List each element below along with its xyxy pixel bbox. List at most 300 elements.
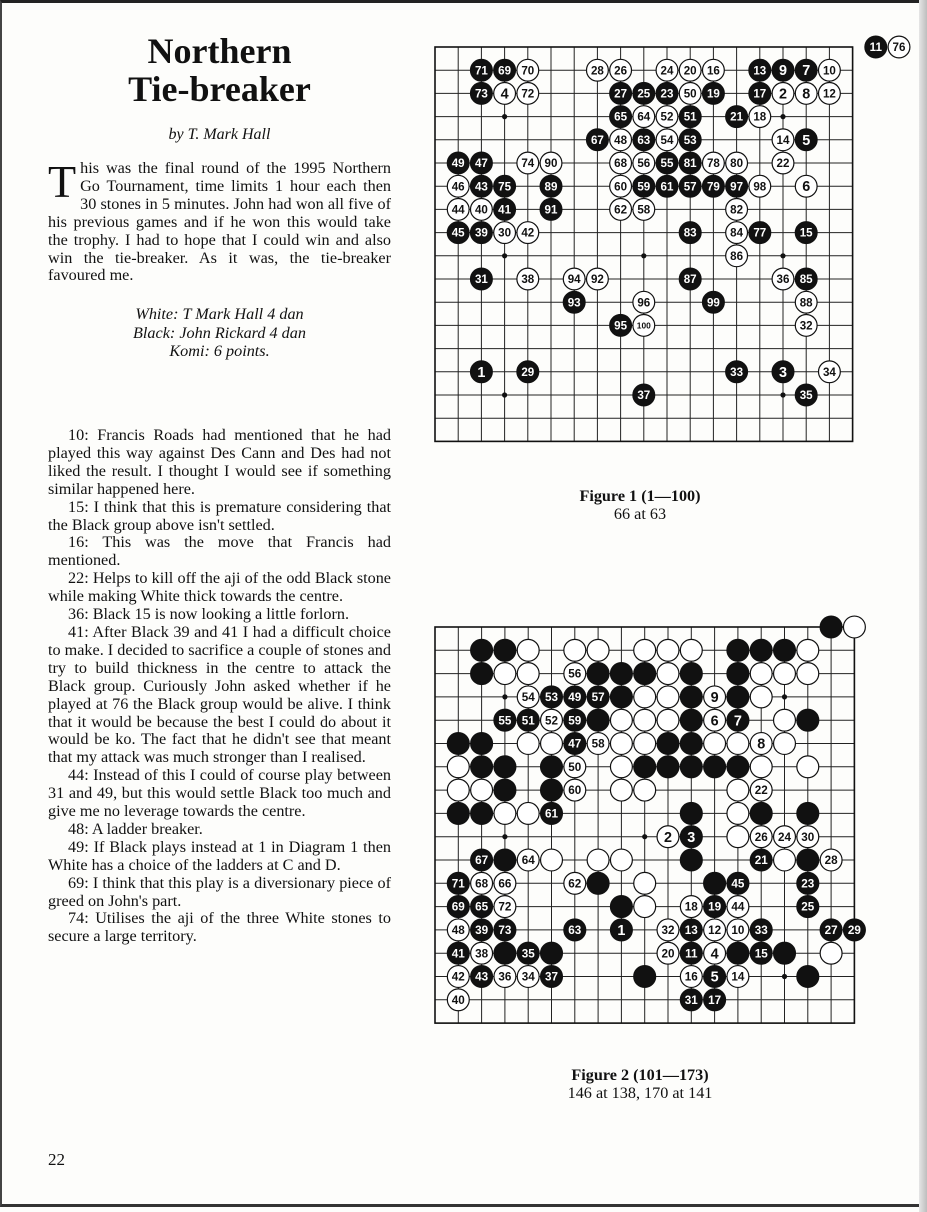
white-stone [750,779,772,801]
black-stone [657,756,679,778]
black-stone [610,82,632,104]
black-stone [471,849,493,871]
white-stone [587,849,609,871]
black-stone [679,152,701,174]
black-stone [494,849,516,871]
black-stone [727,709,749,731]
move-number: 68 [614,157,628,171]
move-number: 20 [683,64,697,78]
move-number: 82 [730,203,744,217]
white-stone [610,709,632,731]
white-stone [564,663,586,685]
black-stone [727,663,749,685]
title-line-2: Tie-breaker [128,69,311,109]
move-number: 20 [661,947,675,961]
black-stone [797,872,819,894]
move-number: 25 [801,900,815,914]
white-stone [517,59,539,81]
black-stone [727,686,749,708]
black-stone [540,198,562,220]
move-number: 92 [590,273,604,287]
black-stone [447,802,469,824]
black-stone [634,966,656,988]
white-stone [563,268,585,290]
move-number: 63 [637,133,651,147]
comment: 74: Utilises the aji of the three White stones to secure a large territory. [48,909,391,946]
white-stone [704,733,726,755]
move-number: 48 [614,133,628,147]
white-stone [727,802,749,824]
move-number: 59 [637,180,651,194]
white-stone [750,733,772,755]
move-number: 83 [683,226,697,240]
move-number: 13 [753,64,767,78]
white-stone [818,59,840,81]
white-stone [726,198,748,220]
move-number: 35 [799,389,813,403]
white-stone [727,919,749,941]
move-number: 91 [544,203,558,217]
move-number: 95 [614,319,628,333]
move-number: 46 [451,180,465,194]
move-number: 47 [474,157,488,171]
black-stone [702,291,724,313]
comment: 10: Francis Roads had mentioned that he had played this way against Des Cann and Des had not liked the result. I thought I would see if something similar happened here. [48,426,391,498]
star-point [502,834,507,839]
white-stone [586,59,608,81]
move-number: 67 [475,854,489,868]
move-number: 17 [753,87,767,101]
move-number: 31 [684,993,698,1007]
black-stone [704,966,726,988]
move-number: 7 [733,713,742,730]
move-number: 90 [544,157,558,171]
white-stone [657,686,679,708]
white-stone [795,82,817,104]
move-number: 81 [683,157,697,171]
black-stone [679,106,701,128]
move-number: 36 [498,970,512,984]
byline: by T. Mark Hall [168,126,271,143]
black-stone [727,872,749,894]
white-stone [843,616,865,638]
black-stone [680,733,702,755]
black-stone [541,756,563,778]
black-stone [797,802,819,824]
white-stone [564,779,586,801]
star-point [780,392,785,397]
move-number: 58 [591,737,605,751]
move-number: 36 [776,273,790,287]
game-info [48,305,391,360]
move-number: 8 [757,736,766,753]
move-number: 41 [451,947,465,961]
black-stone [843,919,865,941]
move-number: 39 [474,226,488,240]
star-point [780,253,785,258]
black-stone [494,942,516,964]
move-number: 78 [706,157,720,171]
black-stone [540,175,562,197]
black-stone [471,896,493,918]
black-stone [610,896,632,918]
black-stone [610,106,632,128]
black-stone [750,942,772,964]
white-stone [656,129,678,151]
black-stone [680,686,702,708]
black-stone [749,59,771,81]
white-stone [517,849,539,871]
move-number: 58 [637,203,651,217]
move-number: 2 [663,829,673,846]
figure-2-caption [500,1066,780,1102]
white-stone [587,733,609,755]
white-stone [610,849,632,871]
move-number: 19 [708,900,722,914]
intro-text: his was the final round of the 1995 Northern Go Tournament, time limits 1 hour each then 30 stones in 5 minutes. John had won all five of his previous games and if he won this would take the trophy. I had to hope that I could win and also win the tie-breaker. As it was, the tie-breaker favoured me. [48,159,391,285]
black-stone [470,152,492,174]
black-stone [774,942,796,964]
black-stone [727,639,749,661]
black-stone [447,872,469,894]
move-number: 54 [660,133,674,147]
black-stone [494,756,516,778]
white-stone [517,639,539,661]
move-number: 11 [685,947,698,961]
move-number: 54 [521,690,535,704]
white-stone [818,82,840,104]
star-point [502,114,507,119]
white-stone [634,733,656,755]
white-stone [680,896,702,918]
move-number: 14 [731,970,745,984]
black-stone [471,756,493,778]
move-number: 5 [710,969,719,986]
white-stone [447,989,469,1011]
black-stone [541,942,563,964]
black-stone [587,872,609,894]
white-stone [447,198,469,220]
black-stone [704,872,726,894]
white-stone [657,639,679,661]
comment: 44: Instead of this I could of course play between 31 and 49, but this would settle Black too much and give me no leverage towards the centre. [48,766,391,821]
move-number: 89 [544,180,558,194]
black-stone [587,709,609,731]
move-number: 9 [778,63,788,80]
move-number: 34 [521,970,535,984]
black-stone [471,733,493,755]
white-stone [749,175,771,197]
white-stone [517,152,539,174]
white-stone [774,849,796,871]
move-number: 7 [802,63,811,80]
move-number: 29 [521,365,535,379]
white-stone [540,152,562,174]
black-stone [656,175,678,197]
black-stone [702,175,724,197]
black-stone [680,919,702,941]
move-number: 98 [753,180,767,194]
move-number: 26 [614,64,628,78]
black-stone [680,989,702,1011]
white-stone [704,686,726,708]
black-stone [726,361,748,383]
white-stone [517,686,539,708]
white-stone [633,198,655,220]
white-stone [610,175,632,197]
black-stone [587,686,609,708]
star-point [782,974,787,979]
move-number: 100 [636,320,651,331]
black-stone [795,129,817,151]
black-stone [680,849,702,871]
black-stone [820,616,842,638]
move-number: 71 [474,64,488,78]
move-number: 56 [637,157,651,171]
white-stone [749,106,771,128]
move-number: 35 [521,947,535,961]
white-stone [634,872,656,894]
black-stone [750,849,772,871]
white-stone [634,779,656,801]
white-stone [750,686,772,708]
move-number: 30 [801,830,815,844]
star-point [642,834,647,839]
move-number: 70 [521,64,535,78]
black-stone [633,175,655,197]
white-stone [797,639,819,661]
comment: 15: I think that this is premature considering that the Black group above isn't settled. [48,497,391,534]
move-number: 51 [521,714,535,728]
star-point [641,253,646,258]
black-stone [470,59,492,81]
white-stone [471,942,493,964]
move-number: 33 [730,365,744,379]
comment: 41: After Black 39 and 41 I had a difficult choice to make. I decided to sacrifice a couple of stones and try to build thickness in the centre to attack the Black group. Curiously John asked whether if he played at 76 the Black group would be alive. I think that it would be because the best I could do about it would be ko. The fact that he didn't see that meant that my attack was much stronger than I realised. [48,622,391,767]
white-stone [797,663,819,685]
move-number: 27 [824,923,838,937]
drop-cap: T [48,156,77,207]
white-stone [447,966,469,988]
black-stone [541,779,563,801]
move-number: 1 [617,922,626,939]
white-stone [657,826,679,848]
move-number: 41 [498,203,512,217]
white-stone [610,129,632,151]
white-stone [704,709,726,731]
article-header [48,32,391,360]
move-number: 68 [475,877,489,891]
move-number: 17 [708,993,722,1007]
move-number: 76 [892,41,906,55]
white-stone [797,826,819,848]
move-number: 6 [802,179,811,196]
white-stone [470,198,492,220]
title-line-1: Northern [147,31,292,71]
move-number: 1 [477,364,486,381]
white-stone [795,291,817,313]
move-number: 3 [687,829,696,846]
black-stone [680,942,702,964]
white-player: White: T Mark Hall 4 dan [135,305,304,324]
move-number: 32 [799,319,813,333]
move-number: 88 [799,296,813,310]
white-stone [772,268,794,290]
black-stone [727,756,749,778]
black-stone [587,663,609,685]
move-number: 62 [568,877,582,891]
page-number: 22 [48,1150,65,1169]
white-stone [610,59,632,81]
white-stone [820,942,842,964]
black-stone [564,709,586,731]
move-number: 55 [660,157,674,171]
white-stone [564,872,586,894]
black-stone [564,686,586,708]
white-stone [494,872,516,894]
move-number: 40 [451,993,465,1007]
move-number: 8 [802,86,811,103]
black-stone [564,733,586,755]
move-number: 21 [730,110,744,124]
black-stone [656,82,678,104]
move-number: 12 [822,87,836,101]
move-number: 42 [521,226,535,240]
star-point [782,694,787,699]
black-stone [750,802,772,824]
move-number: 65 [475,900,489,914]
black-stone [470,361,492,383]
white-stone [680,966,702,988]
white-stone [634,639,656,661]
white-stone [517,268,539,290]
white-stone [634,709,656,731]
white-stone [679,59,701,81]
move-number: 74 [521,157,535,171]
black-stone [564,919,586,941]
move-number: 18 [753,110,767,124]
move-number: 94 [567,273,581,287]
white-stone [633,314,655,336]
black-stone [795,222,817,244]
black-stone [656,152,678,174]
white-stone [774,663,796,685]
move-number: 73 [498,923,512,937]
comment: 48: A ladder breaker. [68,819,203,838]
move-number: 44 [731,900,745,914]
black-stone [865,36,887,58]
move-number: 56 [568,667,582,681]
black-stone [447,733,469,755]
move-number: 37 [544,970,559,984]
black-stone [634,663,656,685]
white-stone [726,245,748,267]
move-number: 96 [637,296,651,310]
move-number: 63 [568,923,582,937]
white-stone [494,966,516,988]
black-stone [471,919,493,941]
white-stone [656,106,678,128]
white-stone [727,733,749,755]
move-number: 49 [451,157,465,171]
move-number: 4 [500,86,509,103]
white-stone [494,802,516,824]
move-number: 50 [683,87,697,101]
white-stone [517,733,539,755]
move-number: 77 [753,226,767,240]
move-number: 10 [731,923,745,937]
move-number: 62 [614,203,628,217]
black-stone [797,896,819,918]
move-number: 60 [614,180,628,194]
star-point [502,694,507,699]
move-number: 71 [451,877,465,891]
move-number: 49 [568,690,582,704]
white-stone [726,152,748,174]
white-stone [494,82,516,104]
move-number: 27 [614,87,628,101]
move-number: 22 [754,784,768,798]
move-number: 50 [568,760,582,774]
white-stone [750,756,772,778]
white-stone [447,175,469,197]
move-number: 69 [451,900,465,914]
move-number: 61 [544,807,559,821]
article-title [48,32,391,108]
comment: 49: If Black plays instead at 1 in Diagram 1 then White has a choice of the ladders at C and D. [48,837,391,874]
black-stone [726,106,748,128]
white-stone [610,779,632,801]
comment: 22: Helps to kill off the aji of the odd Black stone while making White thick towards the centre. [48,569,391,606]
black-stone [447,896,469,918]
move-number: 86 [730,249,744,263]
black-stone [750,919,772,941]
move-number: 87 [683,273,697,287]
move-number: 15 [754,947,768,961]
white-stone [727,779,749,801]
black-stone [774,639,796,661]
move-number: 28 [824,854,838,868]
black-stone [704,989,726,1011]
white-stone [447,919,469,941]
move-number: 59 [568,714,582,728]
move-number: 93 [567,296,581,310]
move-number: 31 [474,273,488,287]
move-number: 21 [754,854,768,868]
white-stone [517,802,539,824]
move-comments [48,427,391,946]
page-edge-shadow [919,0,927,1212]
white-stone [727,896,749,918]
white-stone [795,175,817,197]
move-number: 23 [660,87,674,101]
white-stone [702,152,724,174]
move-number: 53 [544,690,559,704]
black-stone [795,268,817,290]
white-stone [447,779,469,801]
black-stone [680,709,702,731]
move-number: 53 [683,133,697,147]
black-stone [727,942,749,964]
black-stone [471,966,493,988]
black-stone [704,756,726,778]
white-stone [633,152,655,174]
move-number: 33 [754,923,768,937]
move-number: 18 [684,900,698,914]
move-number: 15 [799,226,813,240]
black-player: Black: John Rickard 4 dan [133,323,306,342]
move-number: 69 [498,64,512,78]
